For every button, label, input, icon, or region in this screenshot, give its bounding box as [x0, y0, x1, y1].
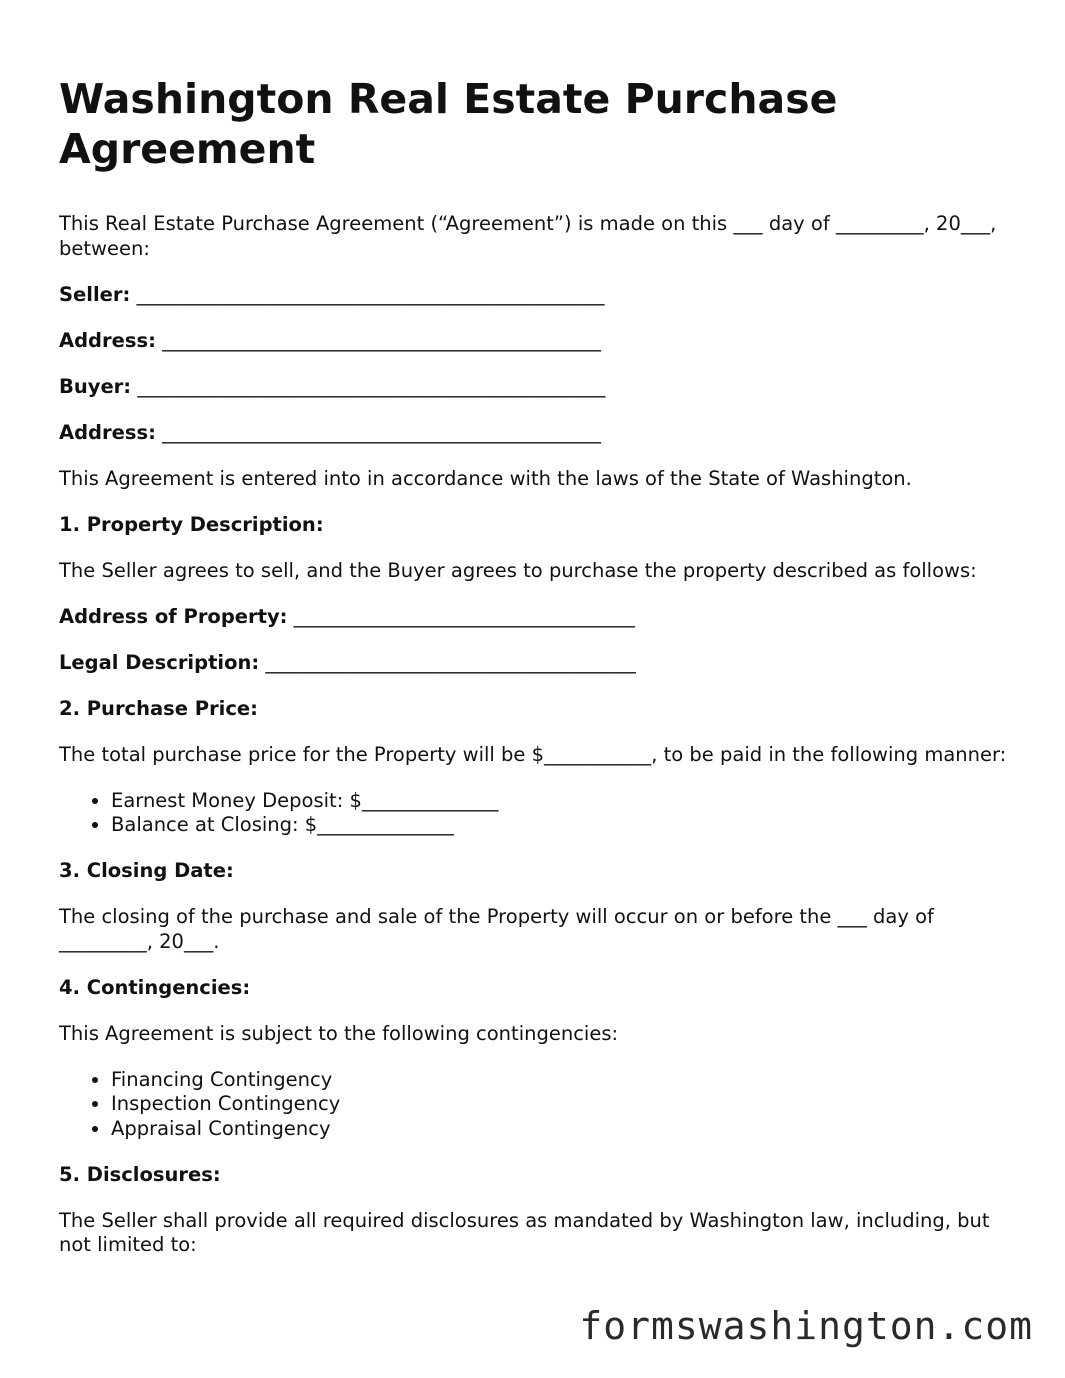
- buyer-blank[interactable]: ________________________________________________: [137, 374, 606, 398]
- seller-address-blank[interactable]: _____________________________________________: [162, 328, 601, 352]
- legal-description-label: Legal Description:: [59, 650, 260, 674]
- legal-description-field: [59, 651, 1019, 676]
- buyer-label: Buyer:: [59, 374, 132, 398]
- property-address-field: [59, 605, 1019, 630]
- seller-address-field: [59, 329, 1019, 354]
- property-address-label: Address of Property:: [59, 604, 288, 628]
- intro-paragraph: This Real Estate Purchase Agreement (“Agreement”) is made on this ___ day of _________, 20___, between:: [59, 212, 997, 260]
- seller-field: [59, 283, 1019, 308]
- section-1-heading: 1. Property Description:: [59, 512, 324, 536]
- buyer-address-field: [59, 421, 1019, 446]
- section-4-heading: 4. Contingencies:: [59, 975, 251, 999]
- section-3-text: The closing of the purchase and sale of the Property will occur on or before the ___ day of _________, 20___.: [59, 905, 934, 953]
- list-item: • Inspection Contingency: [111, 1092, 1019, 1117]
- payment-list: [59, 789, 1019, 838]
- section-1-text: The Seller agrees to sell, and the Buyer agrees to purchase the property described as follows:: [59, 558, 977, 582]
- page-title: Washington Real Estate Purchase Agreement: [59, 75, 838, 173]
- buyer-address-blank[interactable]: _____________________________________________: [162, 420, 601, 444]
- section-5-heading: 5. Disclosures:: [59, 1162, 221, 1186]
- list-item: • Financing Contingency: [111, 1068, 1019, 1093]
- section-3-heading: 3. Closing Date:: [59, 859, 234, 882]
- document-page: [59, 74, 1019, 1279]
- section-2-heading: 2. Purchase Price:: [59, 696, 258, 720]
- buyer-field: [59, 375, 1019, 400]
- section-5-text: The Seller shall provide all required disclosures as mandated by Washington law, including, but not limited to:: [59, 1208, 990, 1256]
- section-4-text: This Agreement is subject to the following contingencies:: [59, 1021, 619, 1045]
- laws-statement: This Agreement is entered into in accordance with the laws of the State of Washington.: [59, 466, 912, 490]
- site-watermark: formswashington.com: [579, 1304, 1033, 1348]
- seller-label: Seller:: [59, 282, 131, 306]
- buyer-address-label: Address:: [59, 420, 156, 444]
- list-item: • Appraisal Contingency: [111, 1117, 1019, 1142]
- seller-blank[interactable]: ________________________________________________: [136, 282, 605, 306]
- property-address-blank[interactable]: ___________________________________: [293, 604, 635, 628]
- list-item: • Earnest Money Deposit: $______________: [111, 789, 1019, 814]
- legal-description-blank[interactable]: ______________________________________: [265, 650, 636, 674]
- list-item: • Balance at Closing: $______________: [111, 813, 1019, 838]
- contingencies-list: [59, 1068, 1019, 1142]
- seller-address-label: Address:: [59, 328, 156, 352]
- section-2-text: The total purchase price for the Property will be $___________, to be paid in the following manner:: [59, 742, 1007, 766]
